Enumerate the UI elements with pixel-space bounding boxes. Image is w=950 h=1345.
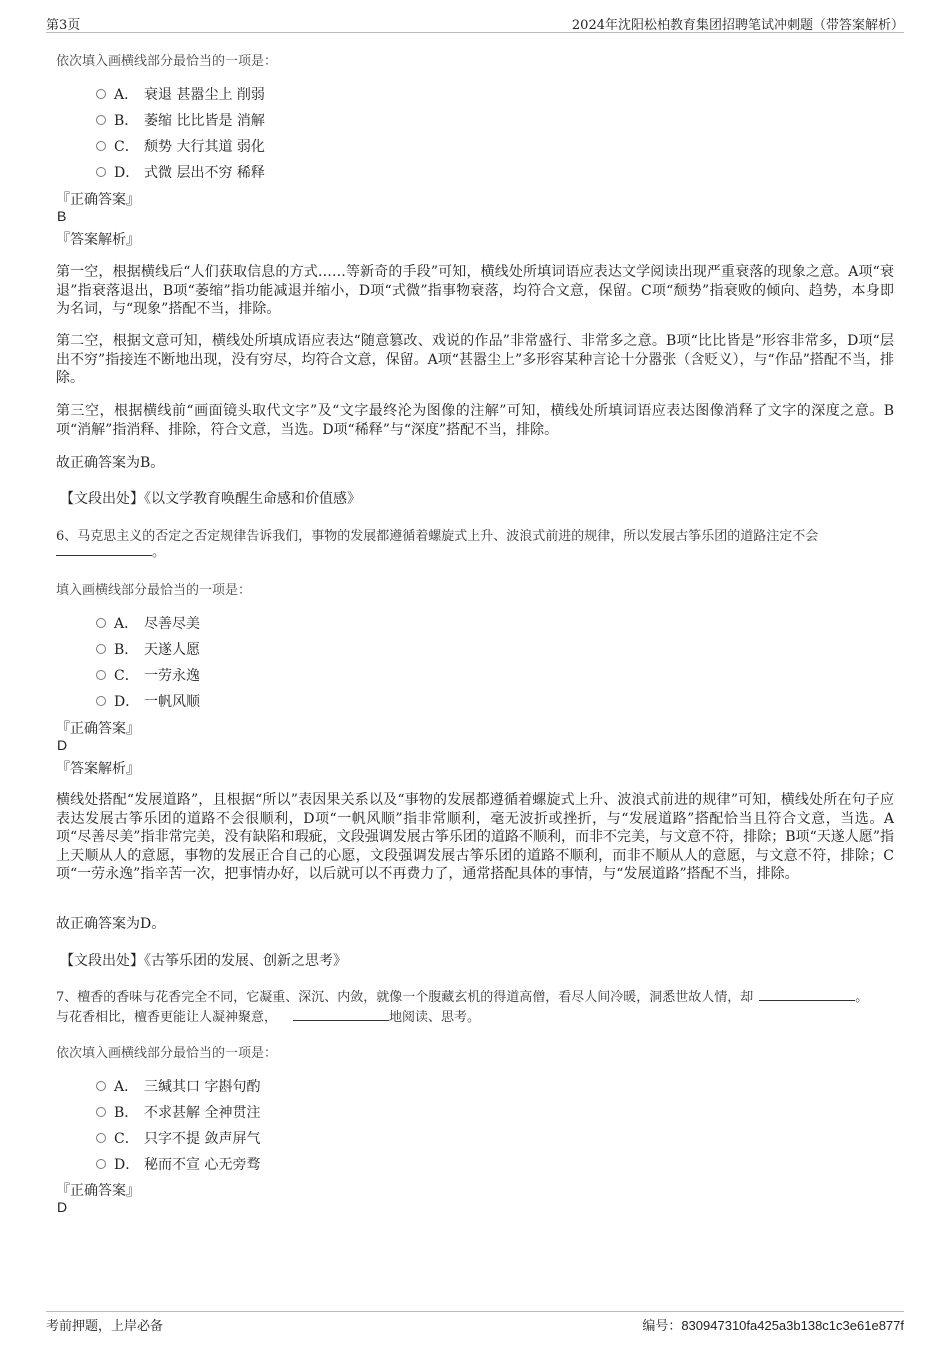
- q7-prompt: 依次填入画横线部分最恰当的一项是：: [56, 1046, 278, 1061]
- radio-icon[interactable]: [96, 1133, 106, 1143]
- radio-icon[interactable]: [96, 696, 106, 706]
- q5-analysis-p2: 第二空，根据文意可知，横线处所填成语应表达“随意篡改、戏说的作品”非常盛行、非常多之意。B项“比比皆是”形容非常多，D项“层出不穷”指接连不断地出现，没有穷尽，均符合文意，保留。A项“甚嚣尘上”多形容某种言论十分嚣张（含贬义），与“作品”搭配不当，排除。: [56, 333, 894, 386]
- radio-icon[interactable]: [96, 115, 106, 125]
- page-header: [46, 12, 904, 33]
- page-footer: [46, 1311, 904, 1334]
- q5-analysis-label: 『答案解析』: [56, 232, 140, 248]
- q6-blank-line: 。: [56, 541, 165, 560]
- radio-icon[interactable]: [96, 89, 106, 99]
- document-title: 2024年沈阳松柏教育集团招聘笔试冲刺题（带答案解析）: [571, 18, 904, 33]
- source-label: 【文段出处】: [60, 491, 144, 507]
- q7-stem-line1: 7、檀香的香味与花香完全不同，它凝重、深沉、内敛，就像一个腹藏玄机的得道高僧，看尽人间冷暖，洞悉世故人情，却 。: [56, 990, 869, 1005]
- q6-prompt: 填入画横线部分最恰当的一项是：: [56, 583, 252, 598]
- q7-stem-line2: 与花香相比，檀香更能让人凝神聚意， 地阅读、思考。: [56, 1010, 481, 1025]
- footer-slogan: 考前押题，上岸必备: [46, 1319, 164, 1334]
- radio-icon[interactable]: [96, 1107, 106, 1117]
- q6-analysis-p1: 横线处搭配“发展道路”，且根据“所以”表因果关系以及“事物的发展都遵循着螺旋式上升、波浪式前进的规律”可知，横线处所在句子应表达发展古筝乐团的道路不会很顺利，D项“一帆风顺”指非常顺利，毫无波折或挫折，与“发展道路”搭配恰当且符合文意，当选。A项“尽善尽美”指非常完美，没有缺陷和瑕疵，文段强调发展古筝乐团的道路不顺利，而非不完美，与文意不符，排除；B项“天遂人愿”指上天顺从人的意愿，事物的发展正合自己的心愿，文段强调发展古筝乐团的道路不顺利，而非不顺从人的意愿，与文意不符，排除；C项“一劳永逸”指辛苦一次，把事情办好，以后就可以不再费力了，通常搭配具体的事情，与“发展道路”搭配不当，排除。: [56, 792, 894, 882]
- q5-conclusion: 故正确答案为B。: [56, 455, 165, 471]
- q7-answer: D: [57, 1199, 68, 1215]
- q5-source: [60, 488, 361, 508]
- q6-stem: 6、马克思主义的否定之否定规律告诉我们，事物的发展都遵循着螺旋式上升、波浪式前进的规律，所以发展古筝乐团的道路注定不会: [56, 529, 819, 544]
- radio-icon[interactable]: [96, 1159, 106, 1169]
- q6-blank: [56, 543, 152, 556]
- q6-analysis-label: 『答案解析』: [56, 761, 140, 777]
- source-label: 【文段出处】: [60, 953, 144, 969]
- radio-icon[interactable]: [96, 618, 106, 628]
- q5-analysis-p1: 第一空，根据横线后“人们获取信息的方式……等新奇的手段”可知，横线处所填词语应表达文学阅读出现严重衰落的现象之意。A项“衰退”指衰落退出，B项“萎缩”指功能减退并缩小，D项“式微”指事物衰落，均符合文意，保留。C项“颓势”指衰败的倾向、趋势，本身即为名词，与“现象”搭配不当，排除。: [56, 264, 894, 317]
- q6-answer: D: [57, 737, 68, 753]
- q6-conclusion: 故正确答案为D。: [56, 916, 166, 932]
- q5-answer-label: 『正确答案』: [56, 192, 140, 208]
- source-title: 《古筝乐团的发展、创新之思考》: [144, 953, 347, 969]
- q7-blank-2: [293, 1008, 389, 1021]
- radio-icon[interactable]: [96, 644, 106, 654]
- source-title: 《以文学教育唤醒生命感和价值感》: [144, 491, 361, 507]
- radio-icon[interactable]: [96, 670, 106, 680]
- page-number: 第3页: [46, 18, 81, 33]
- q5-prompt: 依次填入画横线部分最恰当的一项是：: [56, 54, 278, 69]
- q6-source: [60, 950, 347, 970]
- q5-answer: B: [57, 208, 67, 224]
- q5-analysis-p3: 第三空，根据横线前“画面镜头取代文字”及“文字最终沦为图像的注解”可知，横线处所填词语应表达图像消释了文字的深度之意。B项“消解”指消释、排除，符合文意，当选。D项“稀释”与“深度”搭配不当，排除。: [56, 403, 894, 438]
- radio-icon[interactable]: [96, 141, 106, 151]
- q6-answer-label: 『正确答案』: [56, 721, 140, 737]
- q7-answer-label: 『正确答案』: [56, 1183, 140, 1199]
- radio-icon[interactable]: [96, 167, 106, 177]
- radio-icon[interactable]: [96, 1081, 106, 1091]
- q7-blank-1: [759, 988, 855, 1001]
- document-code: 编号：830947310fa425a3b138c1c3e61e877f: [642, 1318, 904, 1334]
